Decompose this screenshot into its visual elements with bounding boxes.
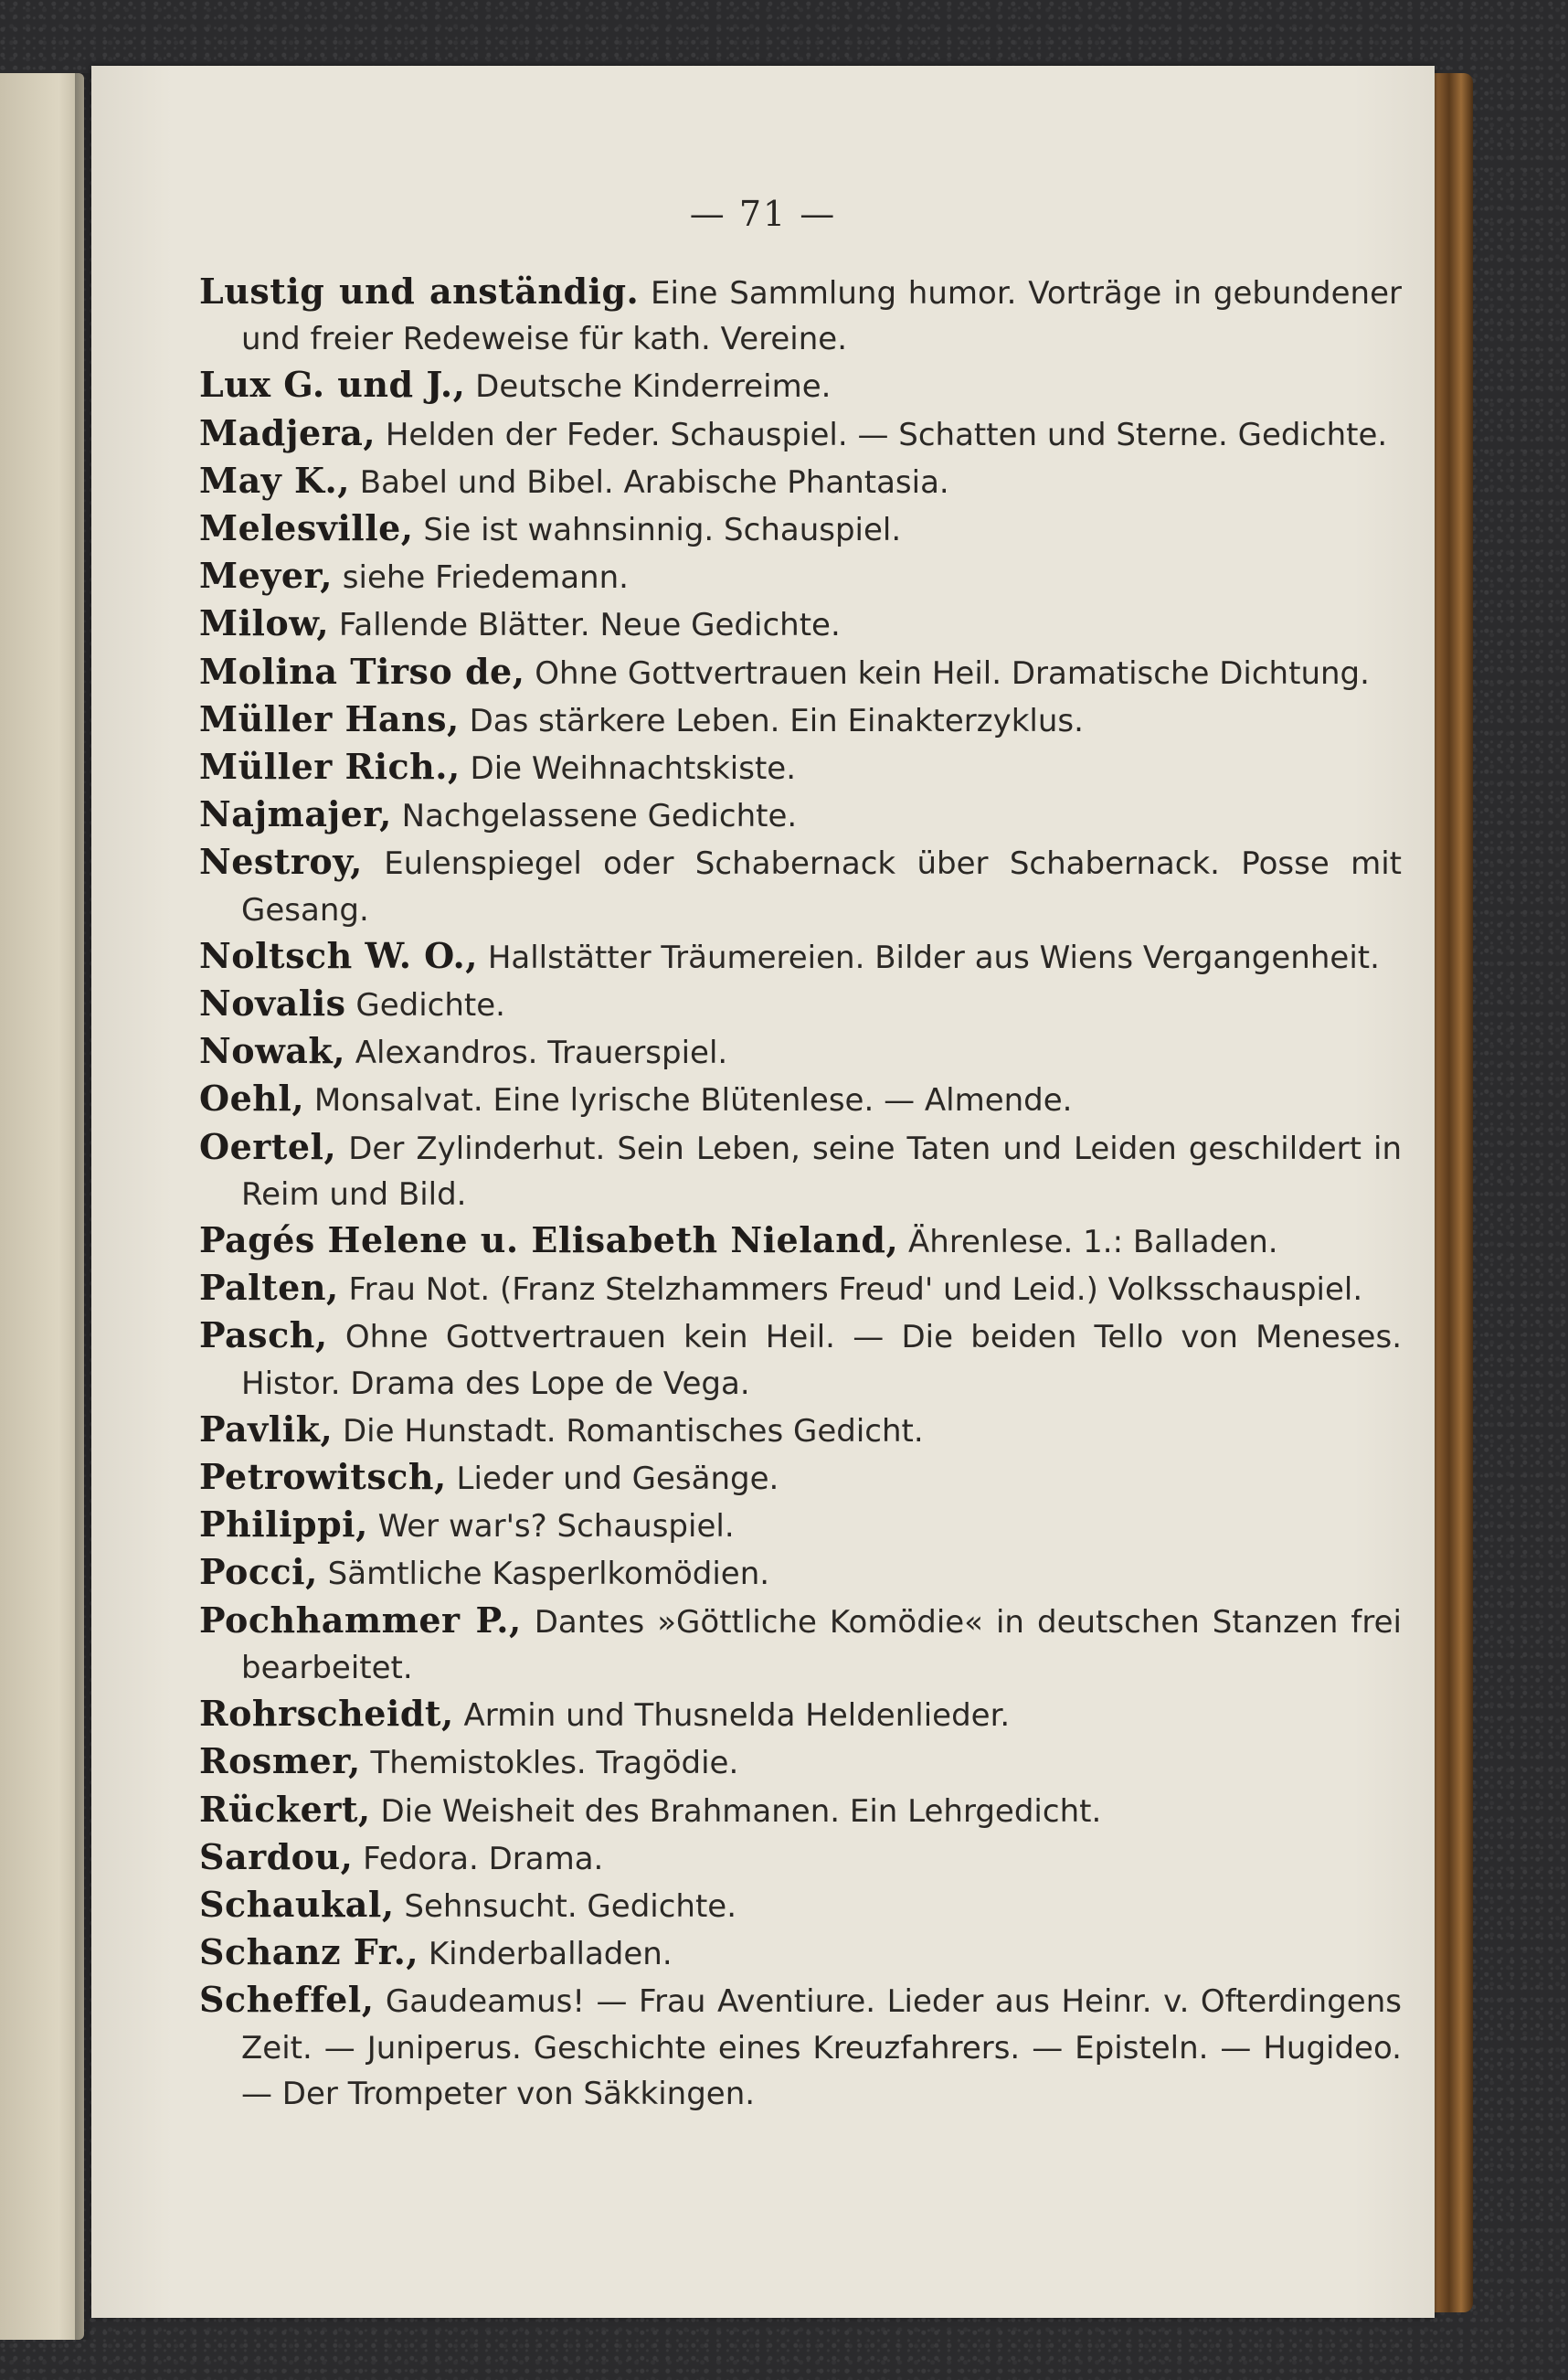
entry-author: Meyer,: [199, 555, 333, 597]
entry-author: Rohrscheidt,: [199, 1693, 454, 1735]
catalog-entry: [199, 553, 1402, 600]
catalog-entry: [199, 1217, 1402, 1265]
catalog-entry: [199, 1929, 1402, 1977]
entry-author: May K.,: [199, 459, 350, 501]
entry-title: Gaudeamus! — Frau Aventiure. Lieder aus Heinr. v. Ofterdingens Zeit. — Juniperus. Geschichte eines Kreuzfahrers. — Episteln. — Hugideo. — Der Trompeter von Säkkingen.: [241, 1983, 1402, 2112]
entry-title: Die Hunstadt. Romantisches Gedicht.: [333, 1412, 924, 1450]
entry-author: Molina Tirso de,: [199, 650, 525, 692]
entry-author: Nestroy,: [199, 841, 363, 883]
book-gutter: [75, 73, 93, 2340]
entry-title: Eine Sammlung humor. Vorträge in gebundener und freier Redeweise für kath. Vereine.: [241, 275, 1402, 358]
entry-title: Nachgelassene Gedichte.: [391, 798, 798, 835]
entry-title: Ohne Gottvertrauen kein Heil. Dramatische Dichtung.: [524, 654, 1370, 692]
catalog-entry: [199, 1454, 1402, 1502]
left-page-edge: [0, 73, 84, 2340]
catalog-entry: [199, 1407, 1402, 1454]
entry-title: Sie ist wahnsinnig. Schauspiel.: [413, 512, 902, 549]
catalog-entry: [199, 696, 1402, 744]
catalog-entry: [199, 981, 1402, 1028]
entry-author: Melesville,: [199, 507, 414, 549]
entry-title: Armin und Thusnelda Heldenlieder.: [453, 1697, 1011, 1735]
entry-author: Schaukal,: [199, 1883, 395, 1925]
page-number: — 71 —: [689, 194, 837, 234]
entry-author: Noltsch W. O.,: [199, 934, 479, 976]
catalog-entry: [199, 1691, 1402, 1738]
entry-title: Sämtliche Kasperlkomödien.: [317, 1556, 770, 1593]
catalog-entry-list: [199, 269, 1402, 2117]
catalog-entry: [199, 1124, 1402, 1217]
book-page: [91, 66, 1435, 2318]
catalog-entry: [199, 1076, 1402, 1123]
entry-title: Ährenlese. 1.: Balladen.: [898, 1224, 1278, 1261]
entry-title: siehe Friedemann.: [332, 559, 629, 597]
entry-author: Pagés Helene u. Elisabeth Nieland,: [199, 1219, 899, 1261]
entry-author: Müller Hans,: [199, 697, 460, 739]
entry-title: Hallstätter Träumereien. Bilder aus Wiens Vergangenheit.: [478, 939, 1380, 976]
catalog-entry: [199, 1977, 1402, 2117]
entry-author: Lustig und anständig.: [199, 271, 640, 312]
entry-title: Themistokles. Tragödie.: [360, 1745, 739, 1782]
catalog-entry: [199, 458, 1402, 505]
entry-author: Oehl,: [199, 1078, 305, 1120]
entry-title: Die Weihnachtskiste.: [460, 750, 797, 788]
entry-title: Frau Not. (Franz Stelzhammers Freud' und Leid.) Volksschauspiel.: [338, 1271, 1363, 1309]
entry-author: Petrowitsch,: [199, 1456, 447, 1498]
entry-author: Pasch,: [199, 1314, 328, 1356]
catalog-entry: [199, 1787, 1402, 1834]
entry-author: Pocci,: [199, 1551, 318, 1593]
entry-author: Madjera,: [199, 411, 376, 453]
catalog-entry: [199, 649, 1402, 696]
entry-title: Babel und Bibel. Arabische Phantasia.: [349, 463, 949, 501]
catalog-entry: [199, 1502, 1402, 1549]
entry-author: Pochhammer P.,: [199, 1599, 522, 1641]
entry-author: Lux G. und J.,: [199, 364, 466, 406]
entry-title: Monsalvat. Eine lyrische Blütenlese. — Almende.: [304, 1082, 1073, 1120]
entry-title: Lieder und Gesänge.: [446, 1461, 779, 1498]
entry-author: Pavlik,: [199, 1408, 334, 1450]
catalog-entry: [199, 839, 1402, 932]
entry-title: Alexandros. Trauerspiel.: [344, 1035, 728, 1072]
catalog-entry: [199, 269, 1402, 362]
catalog-entry: [199, 600, 1402, 648]
entry-title: Kinderballaden.: [418, 1936, 673, 1973]
catalog-entry: [199, 744, 1402, 792]
entry-author: Oertel,: [199, 1125, 337, 1167]
entry-title: Deutsche Kinderreime.: [465, 368, 832, 406]
entry-title: Das stärkere Leben. Ein Einakterzyklus.: [459, 702, 1084, 739]
catalog-entry: [199, 1265, 1402, 1312]
catalog-entry: [199, 1882, 1402, 1929]
entry-author: Milow,: [199, 602, 330, 644]
entry-author: Nowak,: [199, 1030, 345, 1072]
entry-author: Rosmer,: [199, 1740, 361, 1782]
entry-title: Die Weisheit des Brahmanen. Ein Lehrgedicht.: [370, 1792, 1102, 1830]
entry-author: Philippi,: [199, 1503, 368, 1546]
entry-author: Schanz Fr.,: [199, 1931, 419, 1973]
catalog-entry: [199, 1598, 1402, 1691]
entry-title: Fedora. Drama.: [353, 1840, 604, 1877]
entry-title: Helden der Feder. Schauspiel. — Schatten und Sterne. Gedichte.: [376, 416, 1388, 453]
entry-title: Fallende Blätter. Neue Gedichte.: [329, 607, 841, 644]
catalog-entry: [199, 505, 1402, 553]
catalog-entry: [199, 1028, 1402, 1076]
catalog-entry: [199, 1834, 1402, 1882]
entry-author: Sardou,: [199, 1835, 354, 1877]
catalog-entry: [199, 933, 1402, 981]
entry-author: Palten,: [199, 1267, 339, 1309]
entry-title: Der Zylinderhut. Sein Leben, seine Taten und Leiden geschildert in Reim und Bild.: [241, 1130, 1402, 1213]
catalog-entry: [199, 1549, 1402, 1597]
entry-author: Rückert,: [199, 1788, 371, 1830]
entry-title: Ohne Gottvertrauen kein Heil. — Die beiden Tello von Meneses. Histor. Drama des Lope de Vega.: [241, 1319, 1402, 1402]
entry-title: Sehnsucht. Gedichte.: [394, 1887, 737, 1925]
entry-author: Müller Rich.,: [199, 746, 461, 788]
catalog-entry: [199, 1738, 1402, 1786]
entry-author: Novalis: [199, 983, 346, 1025]
entry-title: Wer war's? Schauspiel.: [367, 1508, 735, 1546]
catalog-entry: [199, 362, 1402, 409]
catalog-entry: [199, 792, 1402, 839]
entry-title: Gedichte.: [345, 987, 505, 1025]
catalog-entry: [199, 1312, 1402, 1406]
entry-title: Dantes »Göttliche Komödie« in deutschen Stanzen frei bearbeitet.: [241, 1603, 1402, 1686]
entry-title: Eulenspiegel oder Schabernack über Schabernack. Posse mit Gesang.: [241, 845, 1402, 929]
entry-author: Najmajer,: [199, 793, 392, 835]
catalog-entry: [199, 410, 1402, 458]
entry-author: Scheffel,: [199, 1979, 375, 2021]
